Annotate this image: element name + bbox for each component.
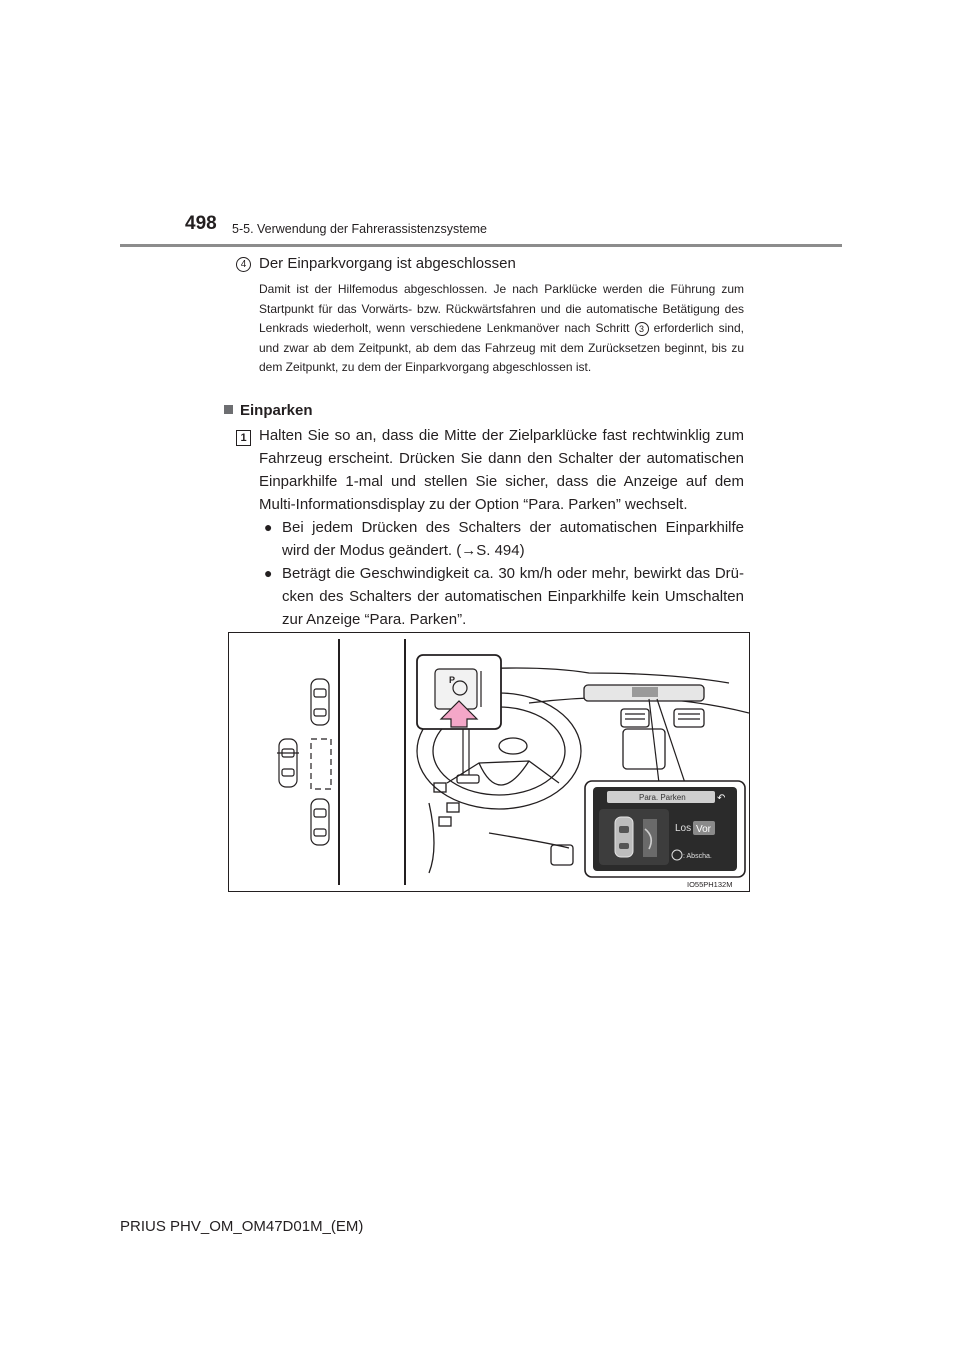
bullet-dot-icon: ●	[264, 565, 273, 581]
switch-letter: P	[449, 675, 456, 685]
display-title: Para. Parken	[639, 793, 686, 802]
parking-illustration	[228, 632, 750, 892]
back-icon: ↶	[717, 793, 726, 804]
step-1-text: Halten Sie so an, dass die Mitte der Zielparklücke fast rechtwinklig zum Fahrzeug erscheint. Drücken Sie dann den Schalter der automatischen Einparkhilfe 1-mal und stellen Sie sicher, dass die Anzeige auf dem Multi-Informationsdisplay zu der Option “Para. Parken” wechselt.	[259, 427, 744, 513]
figure-code: IO55PH132M	[687, 880, 733, 889]
section-title: 5-5. Verwendung der Fahrerassistenzsysteme	[232, 222, 487, 236]
leader-line	[657, 699, 685, 783]
parked-car-top-icon	[311, 679, 329, 725]
einparken-heading: Einparken	[224, 402, 313, 419]
own-car-icon	[277, 739, 299, 787]
display-los: Los	[675, 823, 692, 834]
step-4-body	[259, 280, 744, 378]
page-number: 498	[185, 213, 217, 234]
step-4-badge: 4	[236, 256, 251, 274]
bullet-item: ● Bei jedem Drücken des Schalters der automatischen Einparkhilfe wird der Modus geändert. (→S. 494)	[264, 516, 744, 562]
display-abscha: : Abscha.	[683, 853, 712, 860]
step-ref-badge: 3	[635, 322, 649, 336]
parked-car-bottom-icon	[311, 799, 329, 845]
switch-callout	[417, 655, 501, 775]
multi-information-display	[585, 781, 745, 877]
step-4-title: Der Einparkvorgang ist abgeschlossen	[259, 255, 516, 272]
leader-line	[649, 699, 659, 783]
step-4-body-part2: erforderlich sind, und zwar ab dem Zeitpunkt, ab dem das Fahrzeug mit dem Zurücksetzen beginnt, bis zu dem Zeitpunkt, zu dem der Einparkvorgang abgeschlossen ist.	[259, 321, 744, 374]
step-4-body-part1: Damit ist der Hilfemodus abgeschlossen. Je nach Parklücke werden die Führung zum Startpunkt für das Vorwärts- bzw. Rückwärtsfahren und die automatische Betätigung des Lenkrads wiederholt, wenn verschiedene Lenkmanöver nach Schritt	[259, 282, 744, 335]
step-1-badge: 1	[236, 428, 251, 446]
bullet-item: ● Beträgt die Geschwindigkeit ca. 30 km/h oder mehr, bewirkt das Drücken des Schalters der automatischen Einparkhilfe kein Umschalten zur Anzeige “Para. Parken”.	[264, 562, 744, 631]
document-code: PRIUS PHV_OM_OM47D01M_(EM)	[120, 1218, 364, 1235]
header-rule	[120, 244, 842, 247]
square-bullet-icon	[224, 405, 233, 414]
display-vor: Vor	[696, 824, 712, 835]
bullet-dot-icon: ●	[264, 519, 273, 535]
target-parking-space	[311, 739, 331, 789]
